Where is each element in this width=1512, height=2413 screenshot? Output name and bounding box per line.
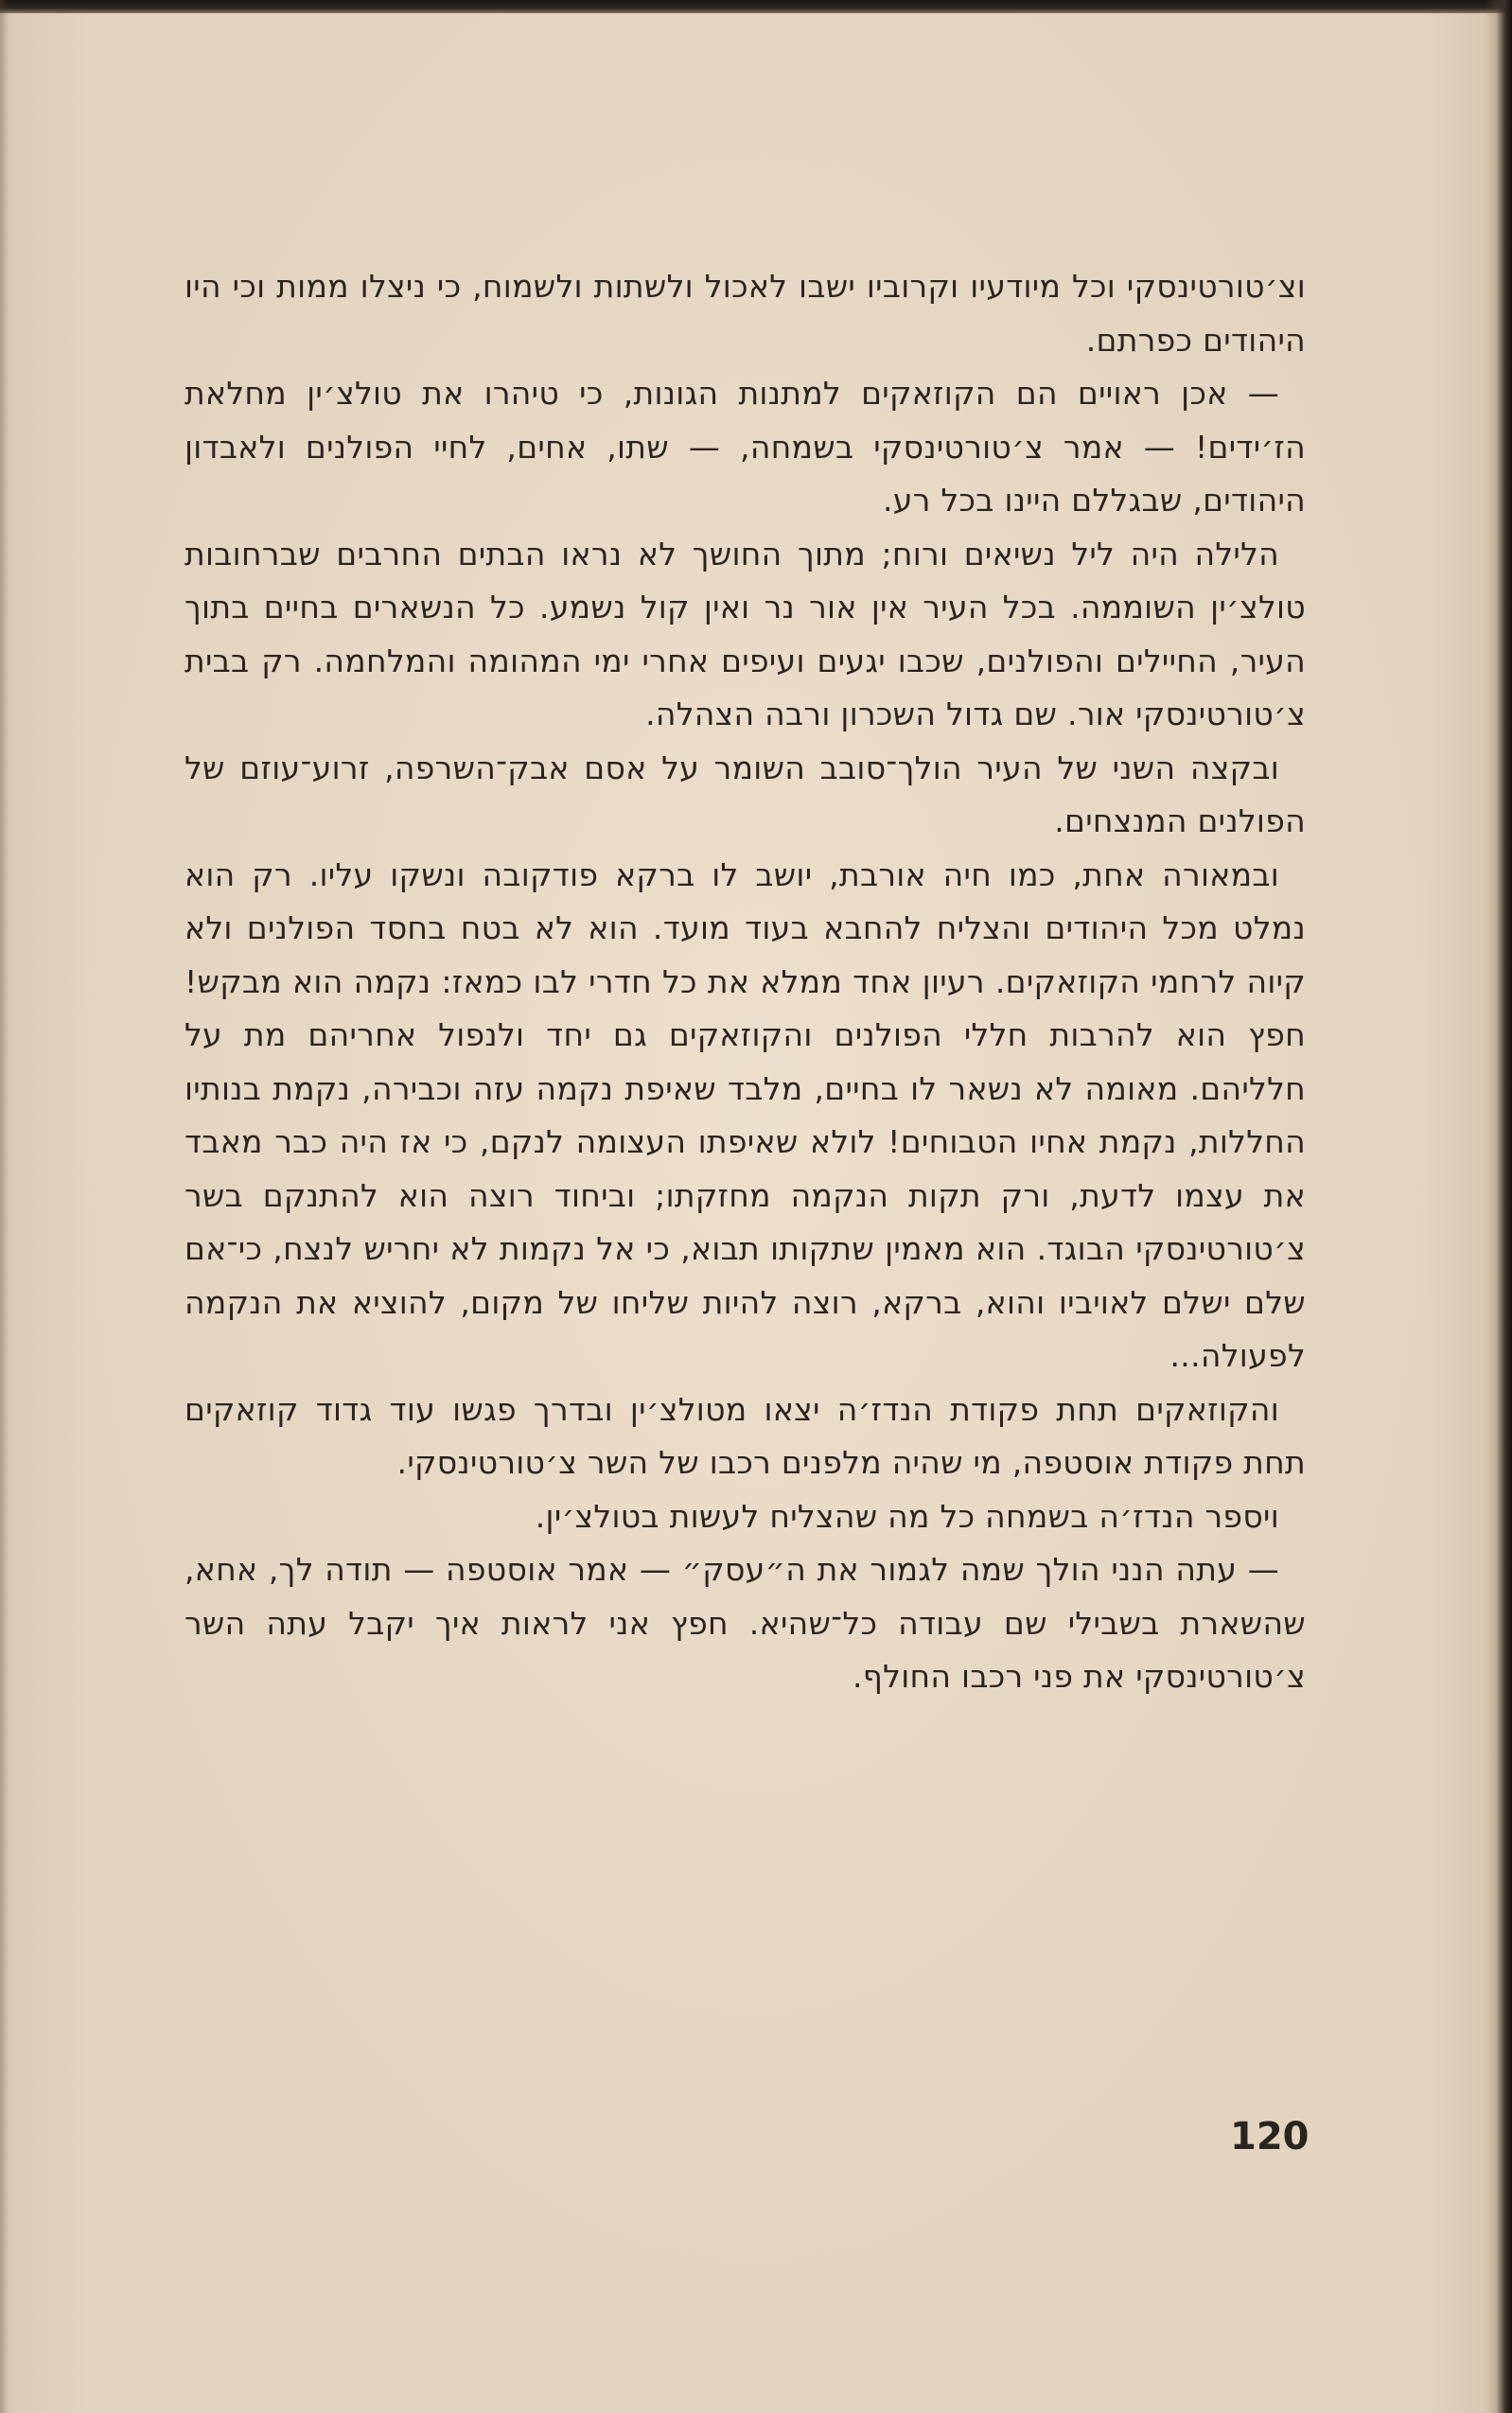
paragraph: וצ׳טורטינסקי וכל מיודעיו וקרוביו ישבו לאכול ולשתות ולשמוח, כי ניצלו ממות וכי היו היהודים כפרתם. bbox=[185, 268, 1306, 359]
paragraph: — אכן ראויים הם הקוזאקים למתנות הגונות, כי טיהרו את טולצ׳ין מחלאת הז׳ידים! — אמר צ׳טורטינסקי בשמחה, — שתו, אחים, לחיי הפולנים ולאבדון היהודים, שבגללם היינו בכל רע. bbox=[185, 375, 1306, 519]
body-text bbox=[185, 260, 1306, 1704]
paragraph: ובקצה השני של העיר הולך־סובב השומר על אסם אבק־השרפה, זרוע־עוזם של הפולנים המנצחים. bbox=[185, 749, 1306, 839]
paragraph: ובמאורה אחת, כמו חיה אורבת, יושב לו ברקא פודקובה ונשקו עליו. רק הוא נמלט מכל היהודים והצליח להחבא בעוד מועד. הוא לא בטח בחסד הפולנים ולא קיוה לרחמי הקוזאקים. רעיון אחד ממלא את כל חדרי לבו כמאז: נקמה הוא מבקש! חפץ הוא להרבות חללי הפולנים והקוזאקים גם יחד ולנפול אחריהם מת על חלליהם. מאומה לא נשאר לו בחיים, מלבד שאיפת נקמה עזה וכבירה, נקמת בנותיו החללות, נקמת אחיו הטבוחים! לולא שאיפתו העצומה לנקם, כי אז היה כבר מאבד את עצמו לדעת, ורק תקות הנקמה מחזקתו; וביחוד רוצה הוא להתנקם בשר צ׳טורטינסקי הבוגד. הוא מאמין שתקותו תבוא, כי אל נקמות לא יחריש לנצח, כי־אם שלם ישלם לאויביו והוא, ברקא, רוצה להיות שליחו של מקום, להוציא את הנקמה לפעולה... bbox=[185, 855, 1306, 1374]
paragraph: הלילה היה ליל נשיאים ורוח; מתוך החושך לא נראו הבתים החרבים שברחובות טולצ׳ין השוממה. בכל העיר אין אור נר ואין קול נשמע. כל הנשארים בחיים בתוך העיר, החיילים והפולנים, שכבו יגעים ועיפים אחרי ימי המהומה והמלחמה. רק בבית צ׳טורטינסקי אור. שם גדול השכרון ורבה הצהלה. bbox=[185, 535, 1306, 732]
scan-left-edge bbox=[0, 0, 9, 2413]
scan-right-edge bbox=[1486, 0, 1512, 2413]
paragraph: והקוזאקים תחת פקודת הנדז׳ה יצאו מטולצ׳ין ובדרך פגשו עוד גדוד קוזאקים תחת פקודת אוסטפה, מי שהיה מלפנים רכבו של השר צ׳טורטינסקי. bbox=[185, 1390, 1306, 1481]
scan-top-border bbox=[0, 0, 1512, 13]
paragraph: ויספר הנדז׳ה בשמחה כל מה שהצליח לעשות בטולצ׳ין. bbox=[535, 1497, 1279, 1535]
page-number: 120 bbox=[1230, 2115, 1310, 2158]
paragraph: — עתה הנני הולך שמה לגמור את ה״עסק״ — אמר אוסטפה — תודה לך, אחא, שהשארת בשבילי שם עבודה כל־שהיא. חפץ אני לראות איך יקבל עתה השר צ׳טורטינסקי את פני רכבו החולף. bbox=[185, 1551, 1306, 1695]
